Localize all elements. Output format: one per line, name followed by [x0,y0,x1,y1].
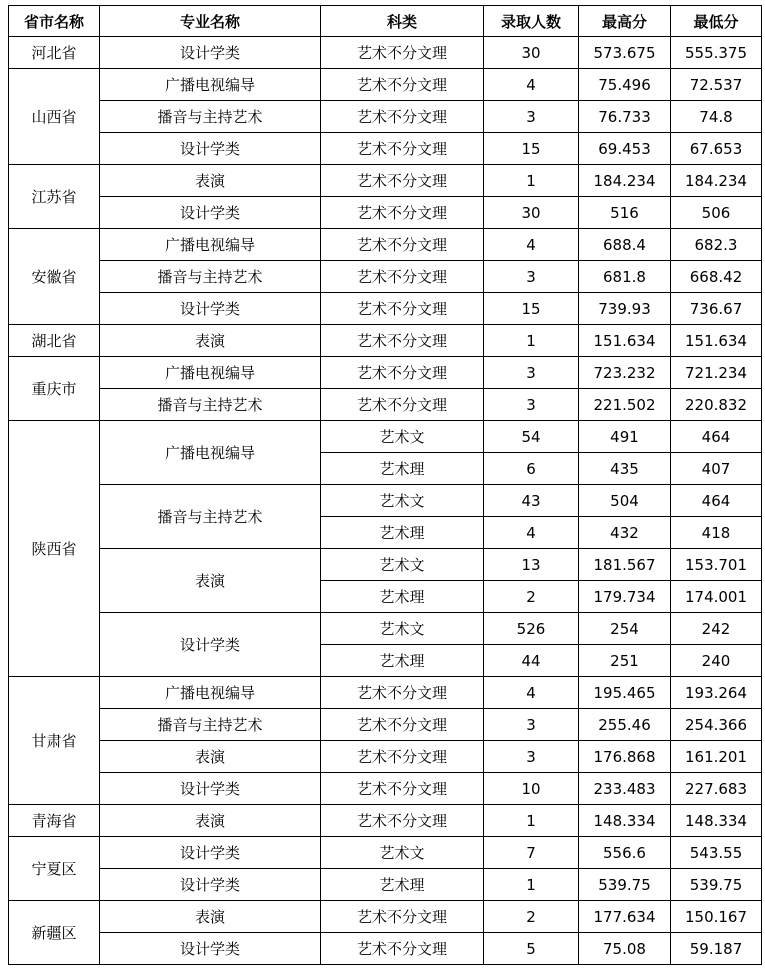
major-cell: 表演 [100,325,321,357]
admitted-count-cell: 3 [484,741,579,773]
table-row [9,901,762,933]
header-major: 专业名称 [100,6,321,37]
category-cell: 艺术不分文理 [321,69,484,101]
admitted-count-cell: 1 [484,165,579,197]
major-cell: 表演 [100,549,321,613]
category-cell: 艺术理 [321,869,484,901]
lowest-score-cell: 539.75 [671,869,762,901]
category-cell: 艺术不分文理 [321,805,484,837]
major-cell: 播音与主持艺术 [100,101,321,133]
lowest-score-cell: 161.201 [671,741,762,773]
highest-score-cell: 516 [579,197,671,229]
highest-score-cell: 504 [579,485,671,517]
province-cell: 河北省 [9,37,100,69]
admitted-count-cell: 43 [484,485,579,517]
table-row [9,613,762,645]
category-cell: 艺术不分文理 [321,37,484,69]
admitted-count-cell: 10 [484,773,579,805]
lowest-score-cell: 555.375 [671,37,762,69]
major-cell: 设计学类 [100,933,321,965]
province-cell: 山西省 [9,69,100,165]
province-cell: 青海省 [9,805,100,837]
category-cell: 艺术不分文理 [321,773,484,805]
major-cell: 设计学类 [100,133,321,165]
admitted-count-cell: 3 [484,101,579,133]
admitted-count-cell: 1 [484,325,579,357]
admitted-count-cell: 3 [484,261,579,293]
lowest-score-cell: 668.42 [671,261,762,293]
highest-score-cell: 739.93 [579,293,671,325]
lowest-score-cell: 184.234 [671,165,762,197]
admitted-count-cell: 4 [484,229,579,261]
admitted-count-cell: 4 [484,69,579,101]
highest-score-cell: 177.634 [579,901,671,933]
highest-score-cell: 556.6 [579,837,671,869]
admitted-count-cell: 5 [484,933,579,965]
table-row [9,933,762,965]
category-cell: 艺术文 [321,549,484,581]
category-cell: 艺术不分文理 [321,197,484,229]
highest-score-cell: 179.734 [579,581,671,613]
table-row [9,357,762,389]
major-cell: 设计学类 [100,773,321,805]
major-cell: 播音与主持艺术 [100,389,321,421]
table-row [9,741,762,773]
category-cell: 艺术文 [321,421,484,453]
admitted-count-cell: 15 [484,133,579,165]
major-cell: 播音与主持艺术 [100,709,321,741]
admitted-count-cell: 526 [484,613,579,645]
highest-score-cell: 176.868 [579,741,671,773]
lowest-score-cell: 193.264 [671,677,762,709]
category-cell: 艺术文 [321,837,484,869]
major-cell: 设计学类 [100,837,321,869]
province-cell: 宁夏区 [9,837,100,901]
major-cell: 表演 [100,805,321,837]
province-cell: 甘肃省 [9,677,100,805]
lowest-score-cell: 67.653 [671,133,762,165]
highest-score-cell: 69.453 [579,133,671,165]
admitted-count-cell: 3 [484,357,579,389]
major-cell: 设计学类 [100,37,321,69]
admission-score-table [8,5,762,965]
category-cell: 艺术不分文理 [321,293,484,325]
table-row [9,165,762,197]
header-category: 科类 [321,6,484,37]
highest-score-cell: 573.675 [579,37,671,69]
category-cell: 艺术不分文理 [321,261,484,293]
major-cell: 表演 [100,741,321,773]
lowest-score-cell: 240 [671,645,762,677]
highest-score-cell: 432 [579,517,671,549]
lowest-score-cell: 407 [671,453,762,485]
highest-score-cell: 255.46 [579,709,671,741]
table-row [9,101,762,133]
header-lowest-score: 最低分 [671,6,762,37]
major-cell: 表演 [100,901,321,933]
major-cell: 设计学类 [100,293,321,325]
highest-score-cell: 254 [579,613,671,645]
header-row [9,6,762,37]
admitted-count-cell: 54 [484,421,579,453]
header-highest-score: 最高分 [579,6,671,37]
major-cell: 播音与主持艺术 [100,485,321,549]
admitted-count-cell: 7 [484,837,579,869]
lowest-score-cell: 418 [671,517,762,549]
category-cell: 艺术不分文理 [321,389,484,421]
lowest-score-cell: 682.3 [671,229,762,261]
category-cell: 艺术不分文理 [321,165,484,197]
admitted-count-cell: 2 [484,901,579,933]
table-row [9,197,762,229]
table-row [9,805,762,837]
lowest-score-cell: 254.366 [671,709,762,741]
table-row [9,293,762,325]
category-cell: 艺术不分文理 [321,901,484,933]
table-row [9,773,762,805]
admitted-count-cell: 3 [484,389,579,421]
highest-score-cell: 681.8 [579,261,671,293]
lowest-score-cell: 242 [671,613,762,645]
lowest-score-cell: 151.634 [671,325,762,357]
admitted-count-cell: 30 [484,197,579,229]
major-cell: 广播电视编导 [100,421,321,485]
admitted-count-cell: 44 [484,645,579,677]
lowest-score-cell: 736.67 [671,293,762,325]
highest-score-cell: 491 [579,421,671,453]
category-cell: 艺术不分文理 [321,677,484,709]
table-body [9,37,762,965]
admitted-count-cell: 6 [484,453,579,485]
lowest-score-cell: 721.234 [671,357,762,389]
table-row [9,261,762,293]
table-row [9,421,762,453]
highest-score-cell: 195.465 [579,677,671,709]
table-row [9,133,762,165]
admitted-count-cell: 4 [484,517,579,549]
highest-score-cell: 233.483 [579,773,671,805]
table-row [9,677,762,709]
lowest-score-cell: 464 [671,485,762,517]
highest-score-cell: 76.733 [579,101,671,133]
lowest-score-cell: 227.683 [671,773,762,805]
highest-score-cell: 435 [579,453,671,485]
admitted-count-cell: 13 [484,549,579,581]
province-cell: 重庆市 [9,357,100,421]
lowest-score-cell: 506 [671,197,762,229]
category-cell: 艺术文 [321,485,484,517]
table-row [9,37,762,69]
major-cell: 广播电视编导 [100,357,321,389]
lowest-score-cell: 59.187 [671,933,762,965]
admitted-count-cell: 15 [484,293,579,325]
highest-score-cell: 723.232 [579,357,671,389]
lowest-score-cell: 464 [671,421,762,453]
lowest-score-cell: 72.537 [671,69,762,101]
header-admitted-count: 录取人数 [484,6,579,37]
lowest-score-cell: 153.701 [671,549,762,581]
category-cell: 艺术理 [321,581,484,613]
category-cell: 艺术理 [321,517,484,549]
admitted-count-cell: 2 [484,581,579,613]
lowest-score-cell: 543.55 [671,837,762,869]
table-row [9,485,762,517]
admitted-count-cell: 1 [484,869,579,901]
category-cell: 艺术不分文理 [321,933,484,965]
highest-score-cell: 251 [579,645,671,677]
highest-score-cell: 75.08 [579,933,671,965]
category-cell: 艺术不分文理 [321,133,484,165]
admitted-count-cell: 30 [484,37,579,69]
admitted-count-cell: 3 [484,709,579,741]
category-cell: 艺术不分文理 [321,229,484,261]
lowest-score-cell: 220.832 [671,389,762,421]
table-row [9,229,762,261]
major-cell: 设计学类 [100,869,321,901]
table-row [9,549,762,581]
highest-score-cell: 75.496 [579,69,671,101]
category-cell: 艺术不分文理 [321,709,484,741]
major-cell: 设计学类 [100,613,321,677]
highest-score-cell: 539.75 [579,869,671,901]
highest-score-cell: 221.502 [579,389,671,421]
category-cell: 艺术不分文理 [321,357,484,389]
major-cell: 广播电视编导 [100,229,321,261]
admitted-count-cell: 4 [484,677,579,709]
table-row [9,69,762,101]
province-cell: 陕西省 [9,421,100,677]
category-cell: 艺术理 [321,645,484,677]
highest-score-cell: 148.334 [579,805,671,837]
table-row [9,869,762,901]
highest-score-cell: 184.234 [579,165,671,197]
lowest-score-cell: 74.8 [671,101,762,133]
category-cell: 艺术文 [321,613,484,645]
table-row [9,709,762,741]
highest-score-cell: 151.634 [579,325,671,357]
highest-score-cell: 181.567 [579,549,671,581]
province-cell: 湖北省 [9,325,100,357]
category-cell: 艺术理 [321,453,484,485]
lowest-score-cell: 148.334 [671,805,762,837]
table-row [9,325,762,357]
province-cell: 新疆区 [9,901,100,965]
lowest-score-cell: 150.167 [671,901,762,933]
province-cell: 江苏省 [9,165,100,229]
category-cell: 艺术不分文理 [321,325,484,357]
header-province: 省市名称 [9,6,100,37]
table-row [9,837,762,869]
major-cell: 设计学类 [100,197,321,229]
admitted-count-cell: 1 [484,805,579,837]
major-cell: 表演 [100,165,321,197]
lowest-score-cell: 174.001 [671,581,762,613]
major-cell: 广播电视编导 [100,677,321,709]
category-cell: 艺术不分文理 [321,741,484,773]
category-cell: 艺术不分文理 [321,101,484,133]
major-cell: 播音与主持艺术 [100,261,321,293]
major-cell: 广播电视编导 [100,69,321,101]
highest-score-cell: 688.4 [579,229,671,261]
province-cell: 安徽省 [9,229,100,325]
table-row [9,389,762,421]
